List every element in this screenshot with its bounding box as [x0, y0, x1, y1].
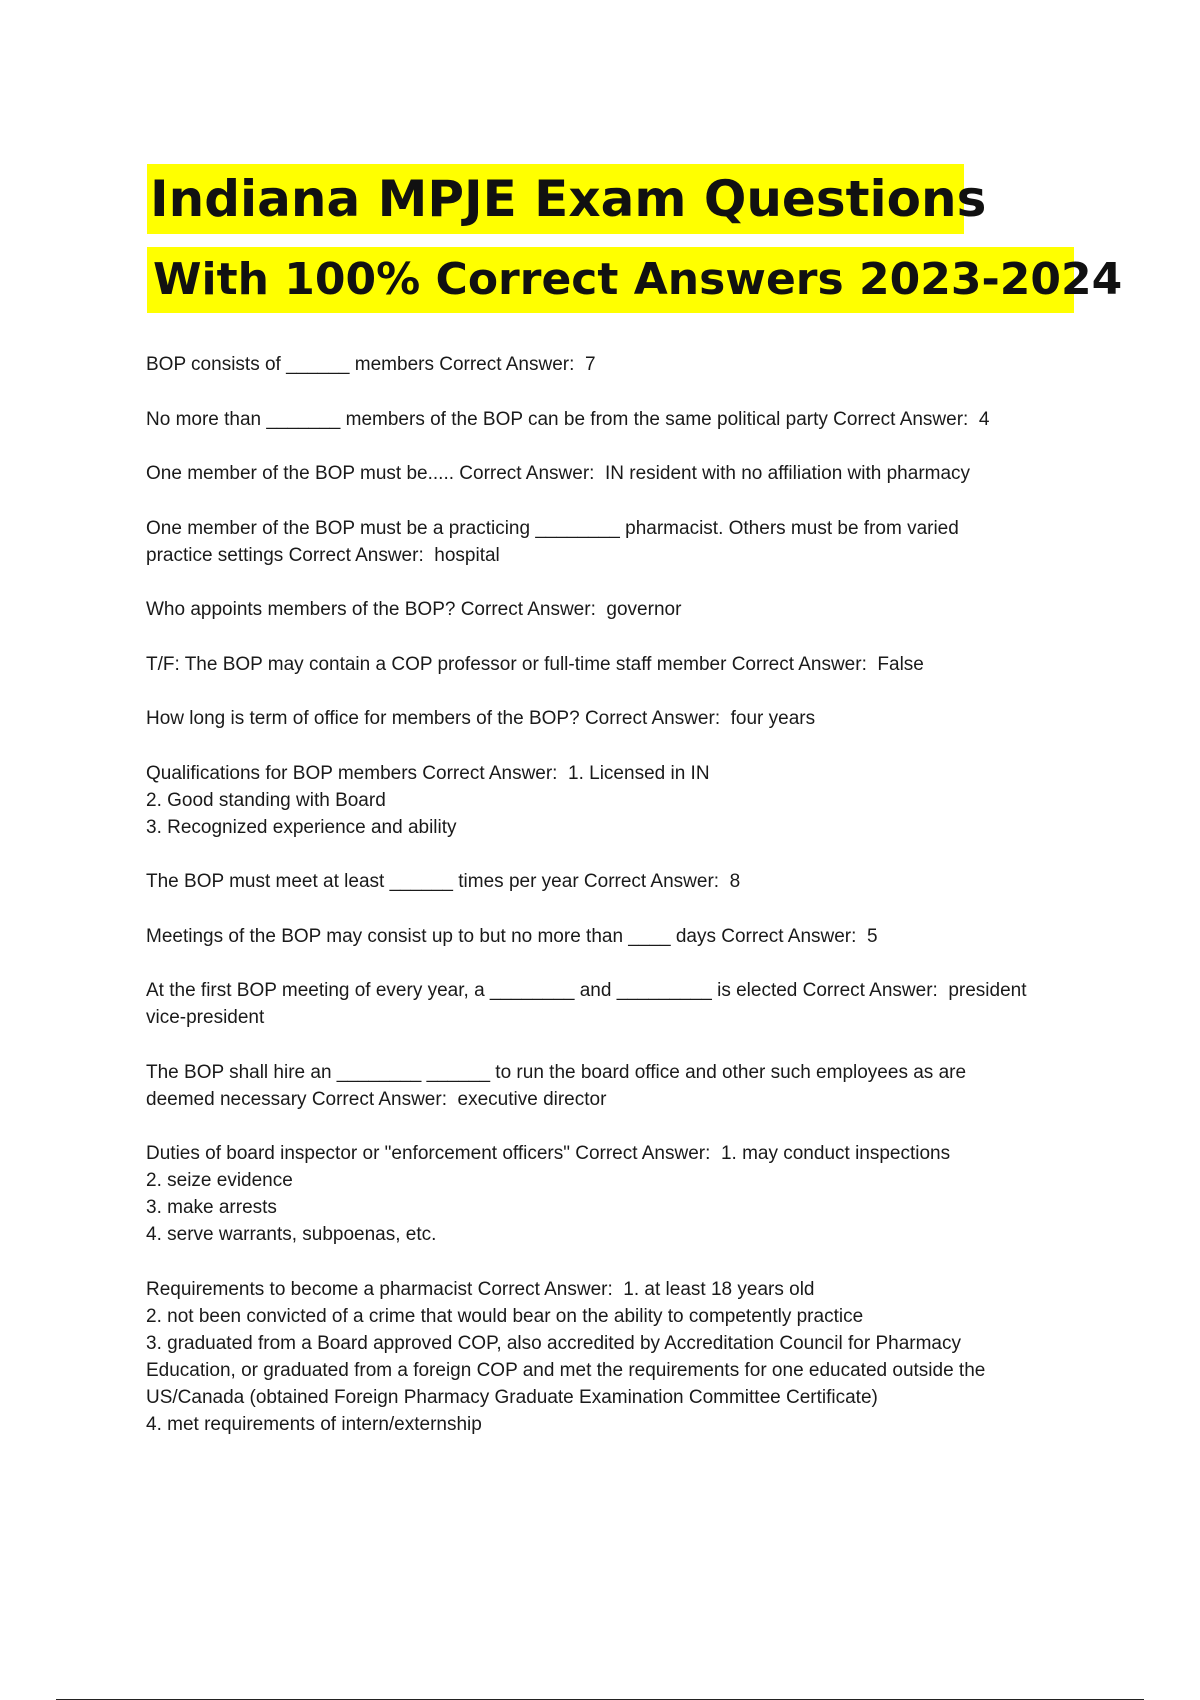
- qa-item: One member of the BOP must be..... Correct Answer: IN resident with no affiliation with pharmacy: [146, 463, 971, 484]
- qa-item: Requirements to become a pharmacist Correct Answer: 1. at least 18 years old 2. not been convicted of a crime that would bear on the ability to competently practice 3. graduated from a Board approved COP, also accredited by Accreditation Council for Pharmacy Education, or graduated from a foreign COP and met the requirements for one educated outside the US/Canada (obtained Foreign Pharmacy Graduate Examination Committee Certificate) 4. met requirements of intern/externship: [146, 1278, 986, 1435]
- qa-item: The BOP must meet at least ______ times per year Correct Answer: 8: [146, 871, 741, 892]
- qa-item: T/F: The BOP may contain a COP professor or full-time staff member Correct Answer: False: [146, 653, 924, 675]
- qa-item: BOP consists of ______ members Correct Answer: 7: [146, 354, 596, 375]
- document-title-line-2: With 100% Correct Answers 2023-2024: [147, 247, 1074, 313]
- qa-item: One member of the BOP must be a practicing ________ pharmacist. Others must be from varied practice settings Correct Answer: hospital: [146, 517, 959, 566]
- qa-item: Meetings of the BOP may consist up to but no more than ____ days Correct Answer: 5: [146, 925, 878, 947]
- qa-item: No more than _______ members of the BOP can be from the same political party Correct Answer: 4: [146, 408, 990, 430]
- qa-item: Who appoints members of the BOP? Correct Answer: governor: [146, 599, 682, 620]
- document-title-line-1: Indiana MPJE Exam Questions: [147, 164, 964, 234]
- question-answer-list: [146, 351, 1106, 1465]
- qa-item: At the first BOP meeting of every year, a ________ and _________ is elected Correct Answer: president vice-president: [146, 980, 1027, 1028]
- qa-item: The BOP shall hire an ________ ______ to run the board office and other such employees as are deemed necessary Correct Answer: executive director: [146, 1061, 967, 1110]
- qa-item: How long is term of office for members of the BOP? Correct Answer: four years: [146, 708, 816, 729]
- qa-item: Duties of board inspector or "enforcement officers" Correct Answer: 1. may conduct inspections 2. seize evidence 3. make arrests 4. serve warrants, subpoenas, etc.: [146, 1143, 951, 1245]
- qa-item: Qualifications for BOP members Correct Answer: 1. Licensed in IN 2. Good standing with Board 3. Recognized experience and ability: [146, 762, 710, 838]
